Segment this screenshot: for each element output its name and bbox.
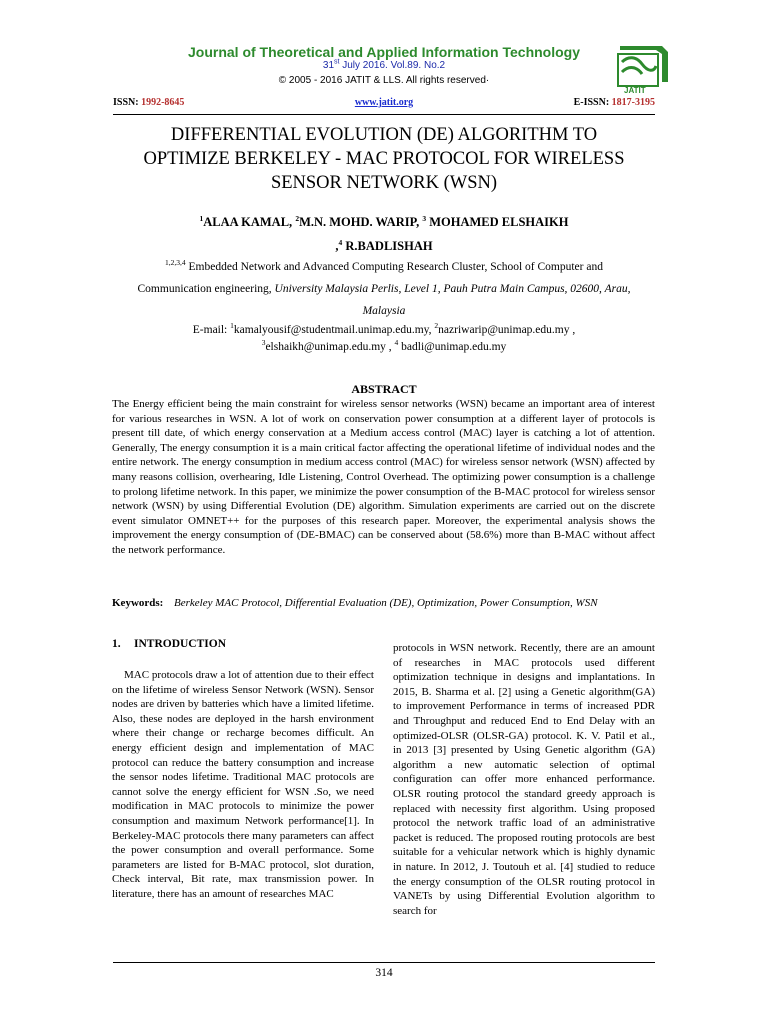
intro-left-column: MAC protocols draw a lot of attention due to their effect on the lifetime of wireless Sensor Network (WSN). Sensor nodes are driven by batteries which have a limited lifetime. Also, these nodes are deployed in the harsh environment where their change or recharge becomes difficult. An energy efficient design and implementation of MAC protocol can reduce the battery consumption and increase the sensor nodes lifetime. Traditional MAC protocols are cannot solve the energy efficient for WSN .So, we need modification in MAC protocols to minimize the power consumption and maximum Network performance[1]. In Berkeley-MAC protocols there many parameters can affect the power consumption and overall performance. Some parameters are listed for B-MAC protocol, slot duration, Check interval, Bit rate, max transmission power. In literature, there has an amount of researches MAC	[112, 669, 374, 900]
copyright-notice: © 2005 - 2016 JATIT & LLS. All rights reserved·	[278, 75, 490, 86]
footer-divider	[113, 962, 655, 963]
abstract-heading: ABSTRACT	[351, 382, 417, 396]
journal-website-link[interactable]: www.jatit.org	[354, 97, 414, 108]
affiliation: $^{1,2,3,4}$ Embedded Network and Advanced Computing Research Cluster, School of Computer and Communication engineering, University Malaysia Perlis, Level 1, Pauh Putra Main Campus, 02600, Arau, Malaysia	[137, 258, 631, 317]
issn-row	[113, 97, 655, 113]
keywords-text: Berkeley MAC Protocol, Differential Evaluation (DE), Optimization, Power Consumption, WSN	[174, 597, 598, 609]
svg-text:JATIT: JATIT	[624, 86, 646, 94]
issue-date: 31st July 2016. Vol.89. No.2	[322, 58, 446, 71]
jatit-logo	[612, 42, 670, 94]
author-list: $^1$ALAA KAMAL, $^2$M.N. MOHD. WARIP, $^3$ MOHAMED ELSHAIKH ,$^4$ R.BADLISHAH	[199, 213, 569, 253]
author-emails: E-mail: $^1$kamalyousif@studentmail.unimap.edu.my, $^2$nazriwarip@unimap.edu.my , $^3$elshaikh@unimap.edu.my , $^4$ badli@unimap.edu.my	[192, 321, 576, 353]
eissn: E-ISSN: 1817-3195	[573, 97, 655, 108]
keywords-label: Keywords:	[112, 597, 164, 609]
journal-title: Journal of Theoretical and Applied Information Technology	[187, 44, 581, 60]
intro-right-column: protocols in WSN network. Recently, there are an amount of researches in MAC protocols used different optimization technique in designs and implantations. In 2015, B. Sharma et al. [2] using a Genetic algorithm(GA) to improvement Performance in terms of increased PDR and Throughput and reduced End to End Delay with an optimized-OLSR (OLSR-GA) protocol. K. V. Patil et al., in 2013 [3] presented by Using Genetic algorithm (GA) algorithm a new automatic selection of optimal configuration can offer more enhanced performance. OLSR routing protocol the standard greedy approach is replaced with necessity first algorithm. Using proposed protocol the network traffic load of an administrative packet is reduced. The proposed routing protocols are best suitable for a vehicular network which is highly dynamic in nature. In 2012, J. Toutouh et al. [4] studied to reduce the energy consumption of the OLSR routing protocol in VANETs by using Differential Evolution algorithm to search for	[393, 642, 655, 917]
section-heading-introduction: 1. INTRODUCTION	[112, 638, 227, 650]
header-divider	[113, 114, 655, 115]
issn: ISSN: 1992-8645	[113, 97, 185, 108]
paper-title: DIFFERENTIAL EVOLUTION (DE) ALGORITHM TO OPTIMIZE BERKELEY - MAC PROTOCOL FOR WIRELESS SENSOR NETWORK (WSN)	[143, 125, 625, 193]
page-number: 314	[375, 967, 393, 979]
abstract-body: The Energy efficient being the main constraint for wireless sensor networks (WSN) became an important area of interest for various researches in WSN. A lot of work on conservation power consumption at a different layer of protocols is present till date, of which energy conservation at a Medium access control (MAC) layer is catching a lot of attention. Generally, The energy consumption it is a main critical factor affecting the operational lifetime of individual nodes and the entire network. The energy consumption in medium access control (MAC) for wireless sensor network (WSN) affected by many reasons collision, overhearing, Idle Listening, Control Overhead. The optimizing power consumption is a challenge to prolong lifetime network. In this paper, we minimize the power consumption of the B-MAC protocol for wireless sensor network (WSN) by using Differential Evolution (DE) algorithm. Simulation experiments are carried out on the discrete event simulator OMNET++ for the purposes of this research paper. Moreover, the experimental analysis shows the improvement the energy consumption of (DE-BMAC) can be conserved about (58.6%) more than B-MAC without affect the network performance.	[112, 398, 655, 556]
